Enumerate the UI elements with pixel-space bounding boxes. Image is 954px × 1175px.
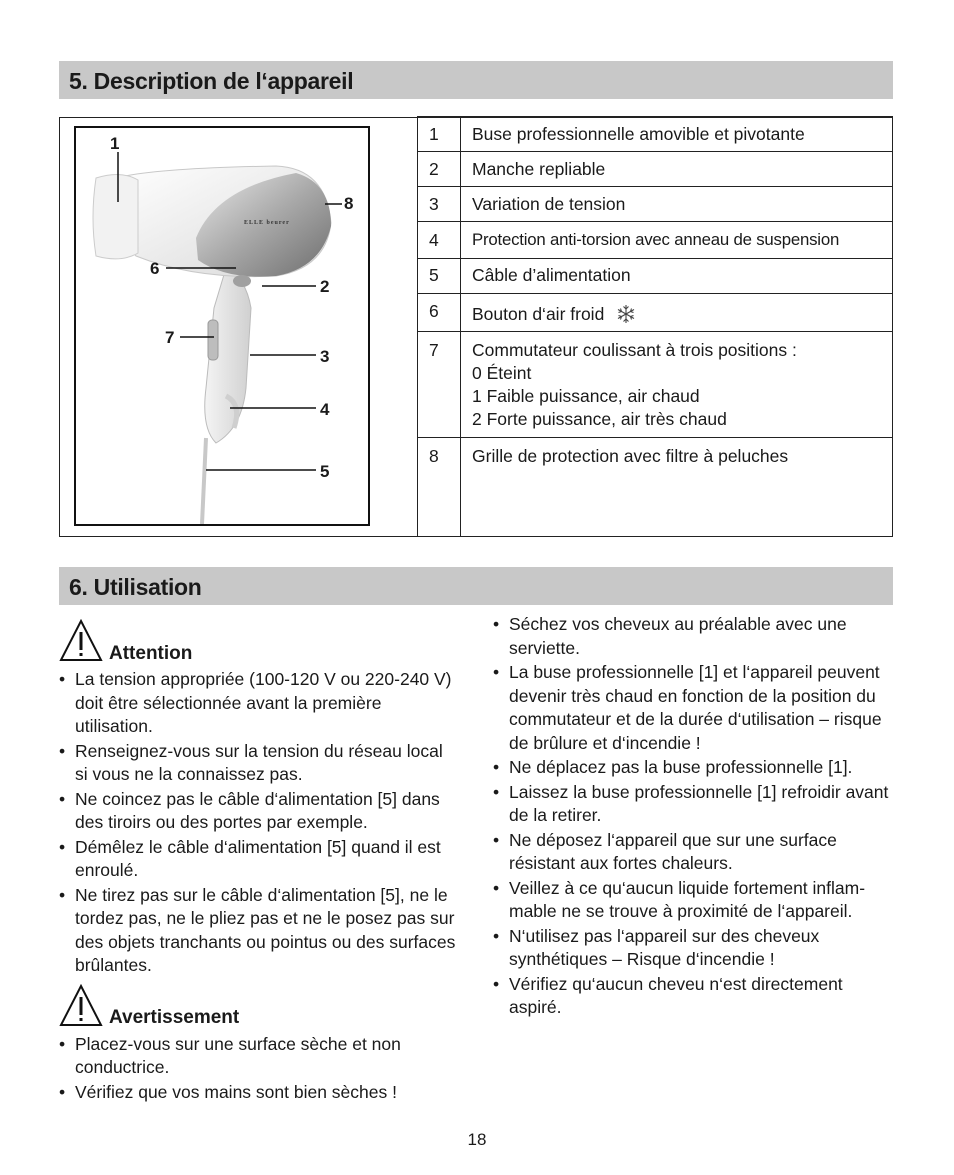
list-item: • Laissez la buse professionnelle [1] refroidir avant de la retirer. xyxy=(493,781,897,828)
page-number: 18 xyxy=(467,1130,487,1149)
callout-1: 1 xyxy=(110,134,120,153)
list-item: • Vérifiez que vos mains sont bien sèches ! xyxy=(59,1081,459,1105)
warning-triangle-icon xyxy=(59,619,103,663)
table-row xyxy=(418,117,893,152)
list-item: • Veillez à ce qu‘aucun liquide fortement inflam-mable ne se trouve à proximité de l‘appareil. xyxy=(493,877,897,924)
brand-logo: ELLE beurer xyxy=(244,220,290,226)
attention-list xyxy=(59,668,459,978)
list-item: • N‘utilisez pas l‘appareil sur des cheveux synthétiques – Risque d‘incendie ! xyxy=(493,925,897,972)
right-column xyxy=(493,613,897,1021)
precautions-list xyxy=(493,613,897,1020)
part-number: 8 xyxy=(418,438,461,537)
callout-8: 8 xyxy=(344,194,354,213)
left-column xyxy=(59,619,459,1105)
part-label: Bouton d‘air froid xyxy=(472,304,605,324)
part-number: 6 xyxy=(418,294,461,332)
list-item: • La tension appropriée (100-120 V ou 220-240 V) doit être sélectionnée avant la première utilisation. xyxy=(59,668,459,739)
part-number: 4 xyxy=(418,222,461,259)
avertissement-heading xyxy=(59,984,459,1032)
list-item: • Renseignez-vous sur la tension du réseau local si vous ne la connaissez pas. xyxy=(59,740,459,787)
list-item: • Démêlez le câble d‘alimentation [5] quand il est enroulé. xyxy=(59,836,459,883)
part-number: 7 xyxy=(418,332,461,438)
callout-4: 4 xyxy=(320,400,330,419)
table-row xyxy=(418,187,893,222)
section-title: 6. Utilisation xyxy=(69,574,202,600)
snowflake-icon xyxy=(615,304,637,324)
part-label: 1 Faible puissance, air chaud xyxy=(472,386,700,406)
part-label: Variation de tension xyxy=(461,187,893,222)
part-label: Buse professionnelle amovible et pivotante xyxy=(461,117,893,152)
part-label: Manche repliable xyxy=(461,152,893,187)
list-item: • Vérifiez qu‘aucun cheveu n‘est directement aspiré. xyxy=(493,973,897,1020)
callout-7: 7 xyxy=(165,328,175,347)
part-label: Grille de protection avec filtre à peluches xyxy=(461,438,893,537)
part-label-cell xyxy=(461,294,893,332)
section-header-utilisation xyxy=(59,567,893,605)
table-row xyxy=(418,152,893,187)
list-item: • Ne déposez l‘appareil que sur une surface résistant aux fortes chaleurs. xyxy=(493,829,897,876)
callout-2: 2 xyxy=(320,277,330,296)
list-item: • La buse professionnelle [1] et l‘appareil peuvent devenir très chaud en fonction de la position du commutateur et de la durée d‘utilisation – risque de brûlure et d‘incendie ! xyxy=(493,661,897,755)
callout-3: 3 xyxy=(320,347,330,366)
table-row xyxy=(418,438,893,537)
part-label: Protection anti-torsion avec anneau de suspension xyxy=(461,222,893,259)
list-item: • Placez-vous sur une surface sèche et non conductrice. xyxy=(59,1033,459,1080)
callout-6: 6 xyxy=(150,259,160,278)
list-item: • Ne déplacez pas la buse professionnelle [1]. xyxy=(493,756,897,780)
list-item: • Ne tirez pas sur le câble d‘alimentation [5], ne le tordez pas, ne le pliez pas et ne le posez pas sur des objets tranchants ou pointus ou des surfaces brûlantes. xyxy=(59,884,459,978)
table-row xyxy=(418,259,893,294)
part-number: 3 xyxy=(418,187,461,222)
list-item: • Ne coincez pas le câble d‘alimentation [5] dans des tiroirs ou des portes par exemple. xyxy=(59,788,459,835)
avertissement-title: Avertissement xyxy=(109,1007,240,1028)
table-row xyxy=(418,332,893,438)
table-row xyxy=(418,294,893,332)
part-number: 5 xyxy=(418,259,461,294)
part-label: 0 Éteint xyxy=(472,363,532,383)
table-row xyxy=(418,222,893,259)
avertissement-list xyxy=(59,1033,459,1105)
part-label: 2 Forte puissance, air très chaud xyxy=(472,409,727,429)
parts-table xyxy=(417,116,893,537)
section-title: 5. Description de l‘appareil xyxy=(69,68,354,94)
attention-title: Attention xyxy=(109,642,193,664)
part-label: Commutateur coulissant à trois positions : xyxy=(472,340,797,360)
part-number: 1 xyxy=(418,117,461,152)
part-label-cell xyxy=(461,332,893,438)
attention-heading xyxy=(59,619,459,667)
part-number: 2 xyxy=(418,152,461,187)
part-label: Câble d’alimentation xyxy=(461,259,893,294)
list-item: • Séchez vos cheveux au préalable avec une serviette. xyxy=(493,613,897,660)
warning-triangle-icon xyxy=(59,984,103,1028)
callout-5: 5 xyxy=(320,462,330,481)
